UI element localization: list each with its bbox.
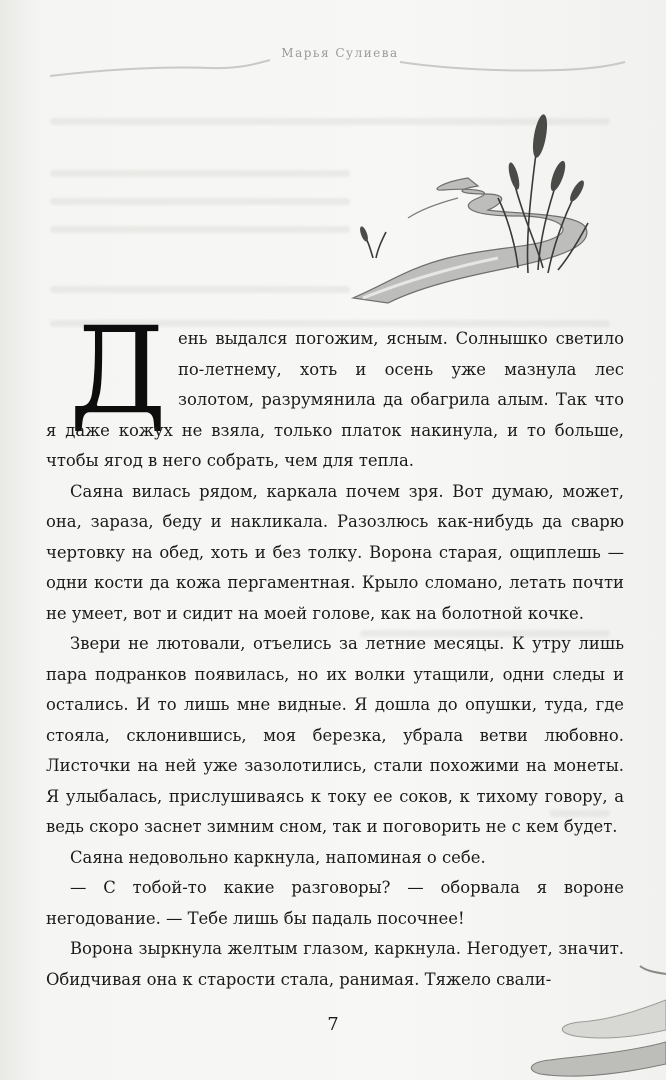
paragraph: Саяна вилась рядом, каркала почем зря. Вот думаю, может, она, зараза, беду и накликала. Разозлюсь как-нибудь да сварю чертовку на обед, хоть и без толку. Ворона старая, ощиплешь — одни кости да кожа пергаментная. Крыло сломано, летать почти не умеет, вот и сидит на моей голове, как на болотной кочке. bbox=[46, 481, 624, 623]
paragraph bbox=[46, 324, 624, 477]
page-number: 7 bbox=[327, 1014, 339, 1035]
running-head: Марья Сулиева bbox=[281, 46, 399, 60]
paragraph: Саяна недовольно каркнула, напоминая о себе. bbox=[70, 847, 486, 867]
body-text bbox=[46, 324, 624, 995]
paragraph: Звери не лютовали, отъелись за летние месяцы. К утру лишь пара подранков появилась, но их волки утащили, одни следы и остались. И то лишь мне видные. Я дошла до опушки, туда, где стояла, склонившись, моя березка, убрала ветви любовно. Листочки на ней уже зазолотились, стали похожими на монеты. Я улыбалась, прислушиваясь к току ее соков, к тихому говору, а ведь скоро заснет зимним сном, так и поговорить не с кем будет. bbox=[46, 634, 624, 836]
paragraph-text: ень выдался погожим, ясным. Солнышко светило по-летнему, хоть и осень уже мазнула лес золотом, разрумянила да обагрила алым. Так что я даже кожух не взяла, только платок накинула, и то больше, чтобы ягод в него собрать, чем для тепла. bbox=[46, 329, 624, 470]
paragraph: — С тобой-то какие разговоры? — оборвала я вороне негодование. — Тебе лишь бы падаль посочнее! bbox=[46, 878, 624, 928]
corner-river-ornament bbox=[520, 960, 666, 1080]
drop-cap-letter: Д bbox=[69, 302, 167, 441]
header-ornament-line bbox=[40, 52, 630, 92]
river-reeds-illustration bbox=[348, 98, 598, 308]
paragraph: Ворона зыркнула желтым глазом, каркнула. Негодует, значит. Обидчивая она к старости стала, ранимая. Тяжело свали- bbox=[46, 939, 624, 989]
